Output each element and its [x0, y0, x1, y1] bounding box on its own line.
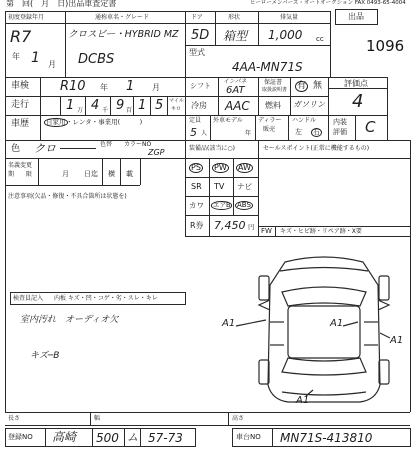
- recycle-label: R券: [190, 221, 204, 230]
- import-model-label: 外車モデル: [213, 117, 243, 124]
- body-label: 形状: [228, 14, 241, 21]
- sheet-title: 第 回( 月 日)出品車査定書: [6, 0, 117, 8]
- width-label: 幅: [94, 415, 101, 422]
- registration-number: 57-73: [148, 431, 183, 445]
- height-label: 高さ: [232, 415, 245, 422]
- length-label: 長さ: [8, 415, 21, 422]
- interior-value: C: [365, 118, 376, 136]
- car-roof: [288, 306, 360, 358]
- capacity-value: 5: [190, 126, 197, 139]
- displacement-unit: cc: [316, 35, 324, 43]
- wheel-front-right: [379, 276, 389, 300]
- fw-text: キズ・ヒビ跡・リペア跡・X要: [280, 228, 362, 235]
- shift-label: シフト: [190, 82, 211, 90]
- import-model-year-unit: 年: [245, 130, 252, 137]
- equipment-item-airbag: エアB: [213, 201, 231, 209]
- fw-label: FW: [261, 227, 272, 235]
- car-rear-window: [282, 358, 366, 375]
- inspection-label: 車検: [11, 81, 30, 91]
- first-registration-month: 1: [31, 50, 40, 66]
- warranty-label: 保証書: [264, 79, 283, 86]
- first-registration-year-unit: 年: [12, 52, 20, 61]
- manual-label: 取扱説明書: [262, 87, 288, 93]
- fuel-value: ガソリン: [293, 100, 325, 109]
- registration-place: 高崎: [52, 430, 77, 444]
- score-value: 4: [352, 91, 364, 112]
- company-name: [250, 1, 406, 7]
- ac-label: 冷房: [191, 101, 207, 110]
- model-code-value: 4AA-MN71S: [232, 60, 303, 74]
- name-change-side: 横: [108, 170, 115, 178]
- mileage-unit-mile: マイル: [169, 98, 184, 104]
- interior-score-label: 評価: [333, 128, 347, 136]
- registration-class: 500: [96, 431, 119, 445]
- inspector-note: 室内汚れ オーディオ欠: [20, 315, 119, 325]
- name-change-deadline-label: 期 限: [8, 171, 33, 178]
- dealer-label: ディラー: [258, 117, 282, 124]
- car-body-outline: [268, 257, 380, 402]
- history-options: ・レンタ・事業用( ): [66, 118, 143, 126]
- mileage-digit: 5: [155, 98, 164, 113]
- steering-label: ハンドル: [292, 117, 317, 124]
- mileage-digit: 9: [116, 98, 125, 113]
- car-windshield: [282, 287, 366, 306]
- car-rear-bumper: [282, 392, 366, 395]
- equipment-item-sr: SR: [191, 182, 202, 191]
- warranty-no: 無: [313, 81, 323, 91]
- mileage-digit: 1: [138, 98, 147, 113]
- dealer-sales-label: 販売: [263, 126, 276, 133]
- registration-label: 登録NO: [8, 433, 33, 441]
- mileage-label: 走行: [11, 100, 30, 110]
- mileage-digit: 4: [91, 98, 100, 113]
- doors-label: ドア: [191, 14, 203, 21]
- score-label: 評価点: [344, 79, 368, 88]
- model-label: 通称車名・グレード: [95, 14, 150, 21]
- model-grade: DCBS: [78, 52, 115, 67]
- equipment-item-pw: PW: [214, 163, 227, 172]
- equipment-item-abs: ABS: [237, 201, 251, 209]
- damage-mark: A1: [222, 318, 236, 329]
- inspector-legend: 内板 キズ・凹・コゲ・劣・スレ・キレ: [54, 295, 158, 302]
- ac-value: AAC: [225, 99, 250, 113]
- wheel-front-left: [259, 276, 269, 300]
- company-label: ヒーローメンバーズ・オートオークション: [250, 0, 354, 6]
- capacity-unit: 人: [201, 130, 208, 137]
- name-change-label: 名義変更: [8, 162, 33, 169]
- mileage-unit-man: 万: [77, 107, 84, 114]
- sales-point-label: セールスポイント(正常に機能するもの): [263, 145, 370, 152]
- color-value: クロ: [34, 142, 56, 155]
- color-label: 色: [11, 144, 21, 154]
- history-private: 自家用: [46, 118, 66, 126]
- shift-value-top: インパネ: [223, 78, 247, 85]
- mirror-right: [378, 300, 389, 310]
- damage-mark: A1: [390, 335, 404, 346]
- steering-left: 左: [295, 128, 302, 136]
- displacement-label: 排気量: [280, 14, 299, 21]
- recycle-unit: 円: [248, 223, 255, 231]
- inspection-month-unit: 月: [152, 83, 160, 92]
- doors-value: 5D: [191, 28, 210, 43]
- mileage-unit-km: キロ: [171, 106, 182, 112]
- lot-label: 出品: [348, 12, 364, 21]
- damage-pointer: [236, 320, 266, 326]
- model-code-label: 型式: [189, 48, 205, 57]
- damage-mark: A1: [330, 318, 344, 329]
- model-name: クロスビー・HYBRID MZ: [68, 29, 179, 40]
- damage-pointer: [343, 322, 358, 326]
- recycle-value: 7,450: [214, 219, 246, 232]
- chassis-label: 車台NO: [236, 433, 261, 441]
- interior-label: 内装: [333, 118, 347, 126]
- equipment-label: 装備品(該当に○): [189, 145, 235, 152]
- name-change-day: 日迄: [84, 170, 98, 178]
- inspector-label: 検査員記入: [13, 295, 44, 302]
- notes-label: 注意事項(欠品・修復・不具合箇所は状態を): [8, 193, 127, 200]
- name-change-load: 載: [126, 170, 133, 178]
- capacity-label: 定員: [189, 117, 202, 124]
- mileage-unit-sen: 千: [102, 107, 109, 114]
- body-value: 箱型: [223, 29, 248, 43]
- first-registration-month-unit: 月: [48, 60, 56, 69]
- damage-pointer: [380, 333, 390, 338]
- company-fax: FAX 0493-65-4004: [354, 0, 406, 6]
- fuel-label: 燃料: [265, 101, 281, 110]
- chassis-number: MN71S-413810: [280, 431, 373, 445]
- registration-kana: ム: [127, 431, 138, 444]
- steering-right: 右: [313, 128, 320, 136]
- equipment-item-navi: ナビ: [237, 182, 252, 191]
- name-change-month: 月: [62, 170, 69, 178]
- inspection-value: R10: [60, 79, 86, 94]
- first-registration-label: 初度登録年月: [8, 14, 45, 21]
- mileage-digit: 1: [66, 98, 75, 113]
- inspection-year-unit: 年: [100, 83, 108, 92]
- inspector-note: キズ─B: [30, 351, 60, 361]
- mirror-left: [259, 300, 270, 310]
- displacement-value: 1,000: [268, 28, 303, 42]
- color-change-label: 色替: [100, 141, 113, 148]
- equipment-item-leather: カワ: [189, 201, 204, 210]
- damage-mark: A1: [296, 395, 310, 406]
- first-registration-era-year: R7: [10, 27, 32, 46]
- shift-value-bottom: 6AT: [226, 85, 245, 96]
- inspection-month: 1: [126, 79, 135, 94]
- car-hood-line: [280, 268, 368, 272]
- history-label: 車歴: [11, 119, 30, 129]
- equipment-item-tv: TV: [214, 182, 225, 191]
- warranty-yes: 有: [297, 81, 307, 91]
- lot-number: 1096: [366, 37, 405, 55]
- mileage-unit-hyaku: 百: [126, 107, 133, 114]
- car-diagram: [236, 257, 390, 402]
- equipment-item-aw: AW: [238, 163, 251, 172]
- color-code-label: カラーNO: [124, 141, 152, 148]
- color-code: ZGP: [148, 148, 165, 157]
- equipment-item-ps: PS: [191, 163, 201, 172]
